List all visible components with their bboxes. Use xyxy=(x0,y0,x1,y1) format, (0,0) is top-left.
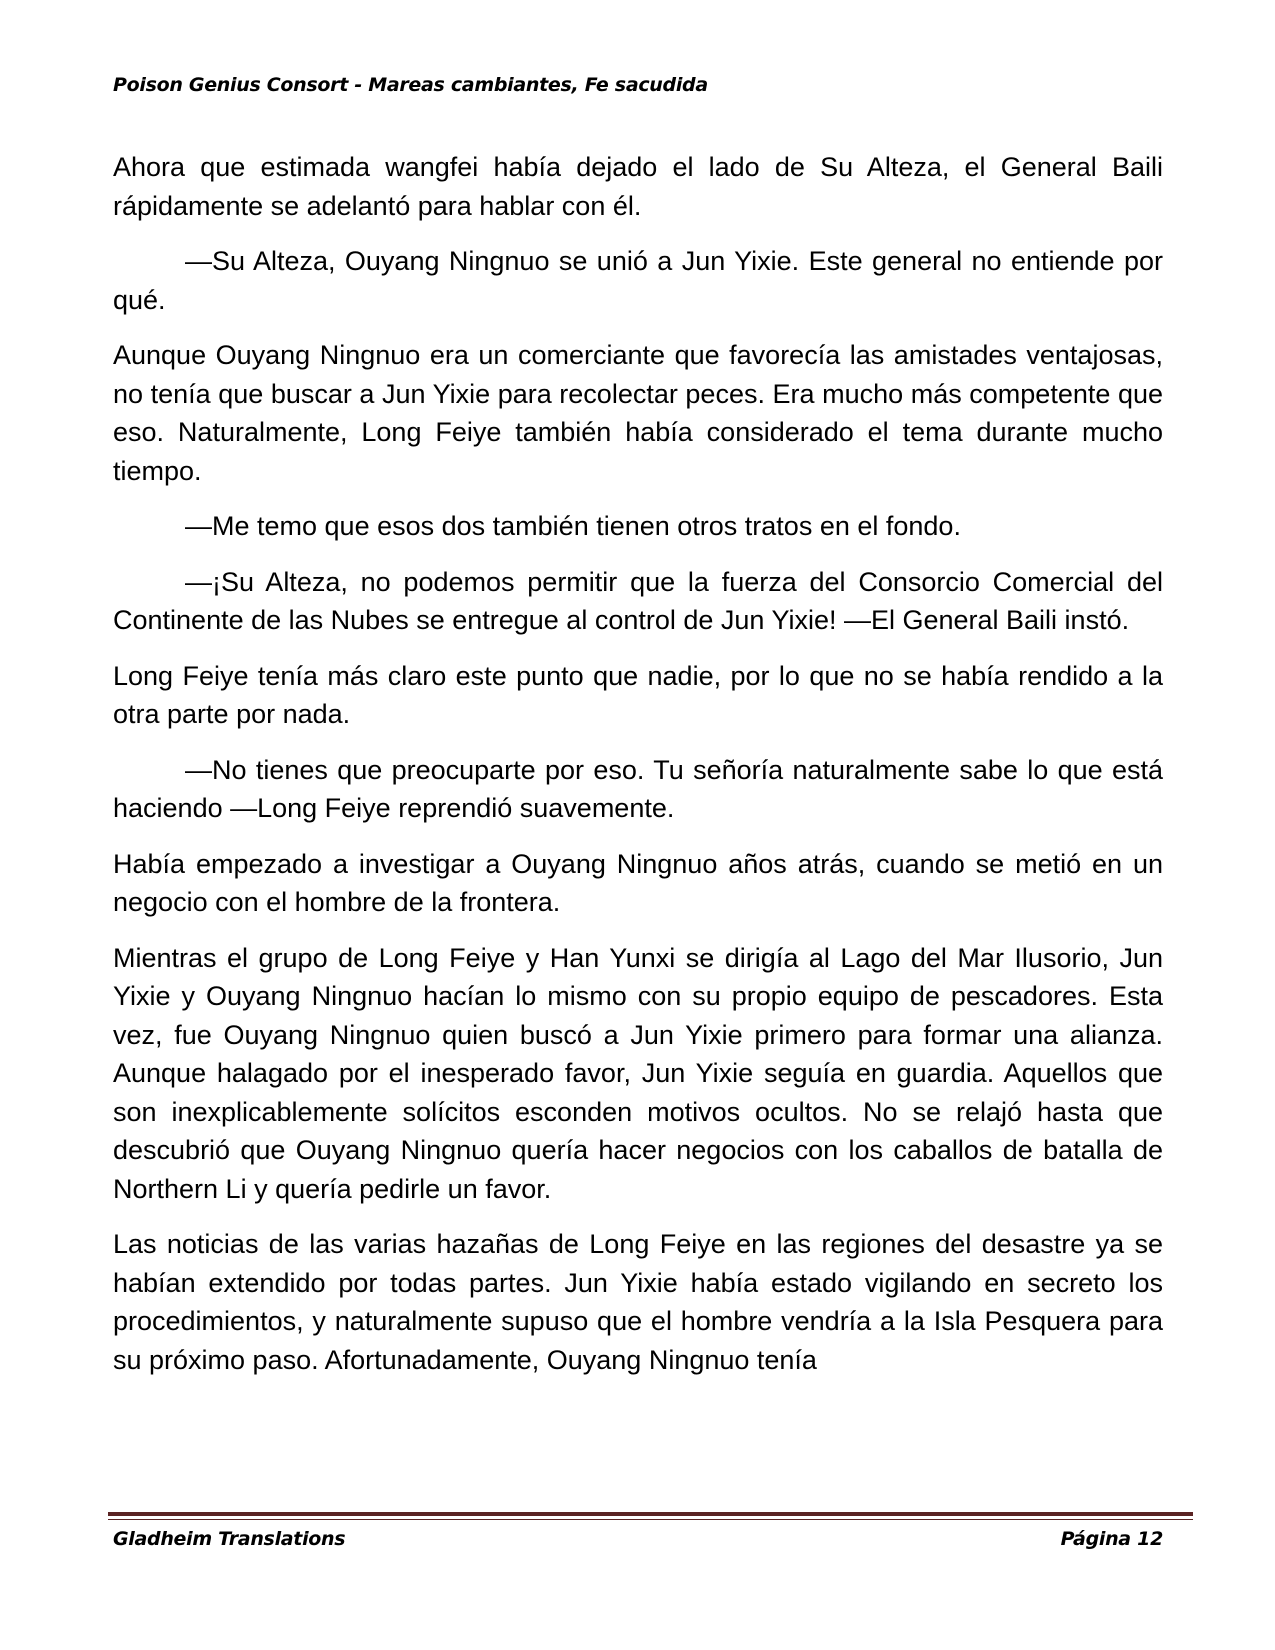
paragraph: Long Feiye tenía más claro este punto que nadie, por lo que no se había rendido a la otra parte por nada. xyxy=(113,660,1163,729)
footer-divider xyxy=(108,1512,1193,1516)
page-number: Página 12 xyxy=(1060,1528,1163,1550)
document-body xyxy=(113,148,1163,1396)
paragraph: Mientras el grupo de Long Feiye y Han Yunxi se dirigía al Lago del Mar Ilusorio, Jun Yixie y Ouyang Ningnuo hacían lo mismo con su propio equipo de pescadores. Esta vez, fue Ouyang Ningnuo quien buscó a Jun Yixie primero para formar una alianza. Aunque halagado por el inesperado favor, Jun Yixie seguía en guardia. Aquellos que son inexplicablemente solícitos esconden motivos ocultos. No se relajó hasta que descubrió que Ouyang Ningnuo quería hacer negocios con los caballos de batalla de Northern Li y quería pedirle un favor. xyxy=(113,942,1163,1204)
footer-divider-thin xyxy=(108,1519,1193,1520)
paragraph: —¡Su Alteza, no podemos permitir que la fuerza del Consorcio Comercial del Continente de las Nubes se entregue al control de Jun Yixie! —El General Baili instó. xyxy=(113,566,1163,635)
paragraph: —Su Alteza, Ouyang Ningnuo se unió a Jun Yixie. Este general no entiende por qué. xyxy=(113,246,1163,315)
paragraph: Las noticias de las varias hazañas de Long Feiye en las regiones del desastre ya se habían extendido por todas partes. Jun Yixie había estado vigilando en secreto los procedimientos, y naturalmente supuso que el hombre vendría a la Isla Pesquera para su próximo paso. Afortunadamente, Ouyang Ningnuo tenía xyxy=(113,1229,1163,1375)
paragraph: Aunque Ouyang Ningnuo era un comerciante que favorecía las amistades ventajosas, no tenía que buscar a Jun Yixie para recolectar peces. Era mucho más competente que eso. Naturalmente, Long Feiye también había considerado el tema durante mucho tiempo. xyxy=(113,340,1163,486)
paragraph: —Me temo que esos dos también tienen otros tratos en el fondo. xyxy=(185,511,961,541)
paragraph: Había empezado a investigar a Ouyang Ningnuo años atrás, cuando se metió en un negocio con el hombre de la frontera. xyxy=(113,848,1163,917)
paragraph: —No tienes que preocuparte por eso. Tu señoría naturalmente sabe lo que está haciendo —Long Feiye reprendió suavemente. xyxy=(113,754,1163,823)
page-header: Poison Genius Consort - Mareas cambiantes, Fe sacudida xyxy=(113,74,708,96)
paragraph: Ahora que estimada wangfei había dejado el lado de Su Alteza, el General Baili rápidamente se adelantó para hablar con él. xyxy=(113,152,1163,221)
footer-publisher: Gladheim Translations xyxy=(113,1528,346,1550)
